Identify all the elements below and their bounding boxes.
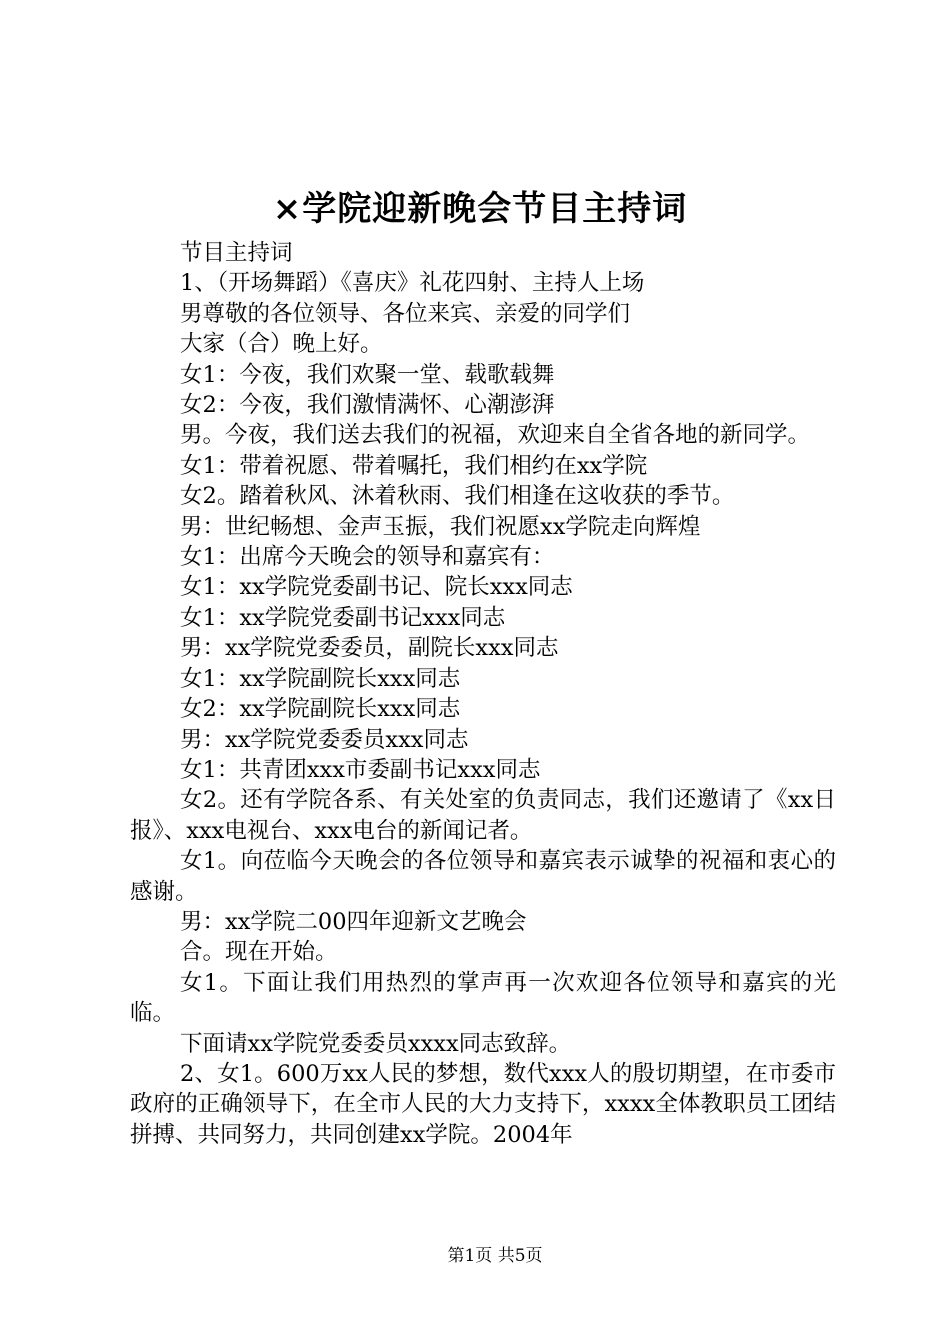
paragraph: 男：世纪畅想、金声玉振，我们祝愿xx学院走向辉煌 bbox=[180, 513, 701, 540]
paragraph: 女1：xx学院党委副书记、院长xxx同志 bbox=[180, 574, 573, 601]
paragraph: 女1：带着祝愿、带着嘱托，我们相约在xx学院 bbox=[180, 452, 648, 479]
document-title: ×学院迎新晚会节目主持词 bbox=[272, 189, 688, 229]
paragraph: 合。现在开始。 bbox=[180, 939, 338, 966]
document-body bbox=[130, 238, 836, 1150]
paragraph: 女1。向莅临今天晚会的各位领导和嘉宾表示诚挚的祝福和衷心的感谢。 bbox=[130, 848, 836, 905]
paragraph: 女2。踏着秋风、沐着秋雨、我们相逢在这收获的季节。 bbox=[180, 483, 735, 510]
page-number-footer: 第1页 共5页 bbox=[447, 1246, 543, 1266]
paragraph: 女2：xx学院副院长xxx同志 bbox=[180, 696, 461, 723]
paragraph: 女2。还有学院各系、有关处室的负责同志，我们还邀请了《xx日报》、xxx电视台、xxx电台的新闻记者。 bbox=[130, 787, 836, 844]
paragraph: 女1：xx学院副院长xxx同志 bbox=[180, 665, 461, 692]
paragraph: 女1：共青团xxx市委副书记xxx同志 bbox=[180, 756, 541, 783]
paragraph: 男：xx学院党委委员，副院长xxx同志 bbox=[180, 635, 559, 662]
paragraph: 女1：xx学院党委副书记xxx同志 bbox=[180, 604, 506, 631]
paragraph: 女1。下面让我们用热烈的掌声再一次欢迎各位领导和嘉宾的光临。 bbox=[130, 969, 836, 1027]
paragraph: 节目主持词 bbox=[180, 240, 293, 266]
paragraph: 男：xx学院二00四年迎新文艺晚会 bbox=[180, 908, 527, 935]
paragraph: 2、女1。600万xx人民的梦想，数代xxx人的殷切期望，在市委市政府的正确领导下，在全市人民的大力支持下，xxxx全体教职员工团结拼搏、共同努力，共同创建xx学院。2004年 bbox=[130, 1060, 836, 1148]
paragraph: 大家（合）晚上好。 bbox=[180, 331, 383, 358]
paragraph: 女2：今夜，我们激情满怀、心潮澎湃 bbox=[180, 392, 555, 419]
paragraph: 1、（开场舞蹈）《喜庆》礼花四射、主持人上场 bbox=[180, 270, 645, 297]
paragraph: 男尊敬的各位领导、各位来宾、亲爱的同学们 bbox=[180, 300, 631, 327]
paragraph: 女1：出席今天晚会的领导和嘉宾有： bbox=[180, 544, 555, 571]
paragraph: 女1：今夜，我们欢聚一堂、载歌载舞 bbox=[180, 361, 555, 388]
paragraph: 下面请xx学院党委委员xxxx同志致辞。 bbox=[180, 1030, 572, 1057]
paragraph: 男。今夜，我们送去我们的祝福，欢迎来自全省各地的新同学。 bbox=[180, 422, 811, 449]
paragraph: 男：xx学院党委委员xxx同志 bbox=[180, 726, 469, 753]
